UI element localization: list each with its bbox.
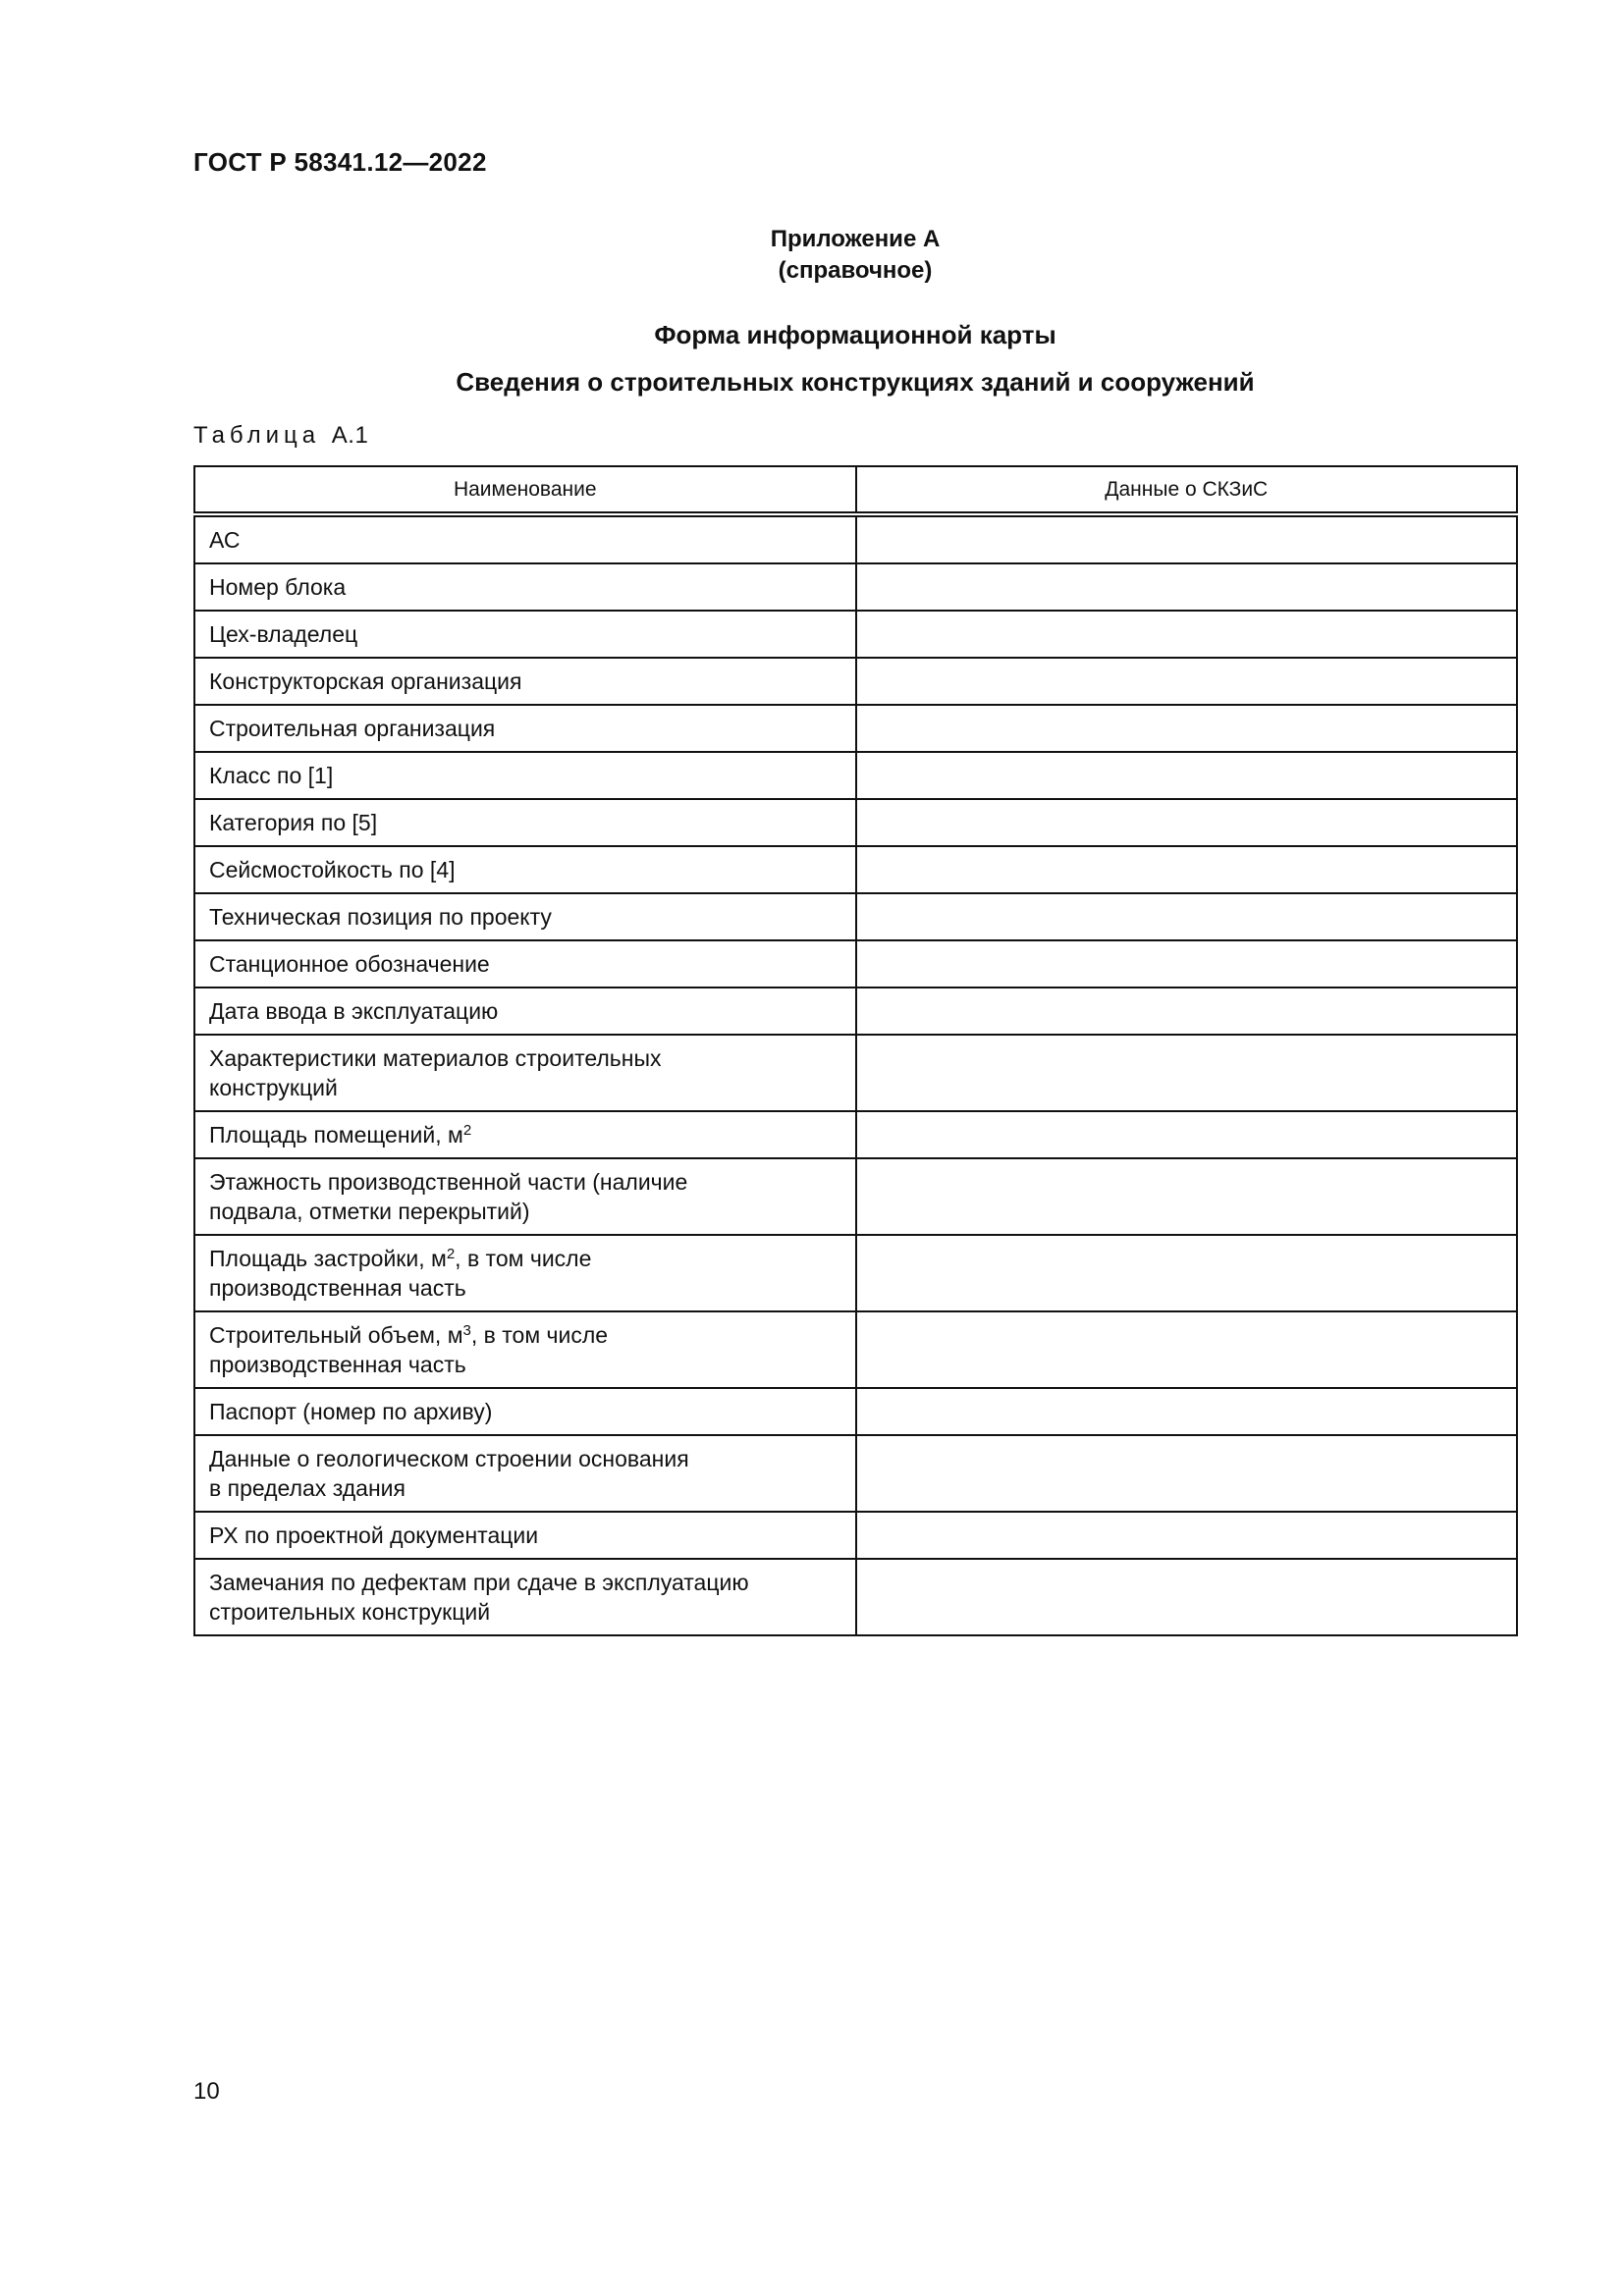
table-row — [194, 846, 1517, 893]
info-card-table — [193, 465, 1518, 1636]
row-label — [194, 1158, 856, 1235]
row-value — [856, 1435, 1518, 1512]
table-row — [194, 1559, 1517, 1635]
table-header-row — [194, 466, 1517, 514]
table-row — [194, 799, 1517, 846]
row-value — [856, 1111, 1518, 1158]
row-label: АС — [194, 514, 856, 563]
row-value — [856, 1512, 1518, 1559]
row-value — [856, 705, 1518, 752]
row-label: Дата ввода в эксплуатацию — [194, 988, 856, 1035]
document-code: ГОСТ Р 58341.12—2022 — [193, 147, 487, 177]
row-label-line: Замечания по дефектам при сдаче в эксплуатацию — [209, 1570, 749, 1595]
row-label: Паспорт (номер по архиву) — [194, 1388, 856, 1435]
table-row — [194, 752, 1517, 799]
table-row — [194, 1435, 1517, 1512]
row-value — [856, 988, 1518, 1035]
table-caption — [193, 422, 368, 450]
unit-superscript: 2 — [446, 1246, 456, 1262]
row-label-line: производственная часть — [209, 1352, 466, 1377]
row-label — [194, 1435, 856, 1512]
table-row — [194, 563, 1517, 611]
row-value — [856, 1559, 1518, 1635]
row-label — [194, 1559, 856, 1635]
row-value — [856, 893, 1518, 940]
table-caption-word: Таблица — [193, 422, 321, 449]
row-label: Конструкторская организация — [194, 658, 856, 705]
table-row — [194, 1512, 1517, 1559]
table-row — [194, 1111, 1517, 1158]
row-value — [856, 799, 1518, 846]
table-row — [194, 1235, 1517, 1311]
row-label-line: подвала, отметки перекрытий) — [209, 1199, 530, 1224]
page-number: 10 — [193, 2078, 220, 2105]
row-label: Цех-владелец — [194, 611, 856, 658]
form-subtitle: Сведения о строительных конструкциях зданий и сооружений — [456, 367, 1255, 397]
row-label: Класс по [1] — [194, 752, 856, 799]
row-label — [194, 1035, 856, 1111]
table-row — [194, 1158, 1517, 1235]
table-row — [194, 658, 1517, 705]
row-value — [856, 940, 1518, 988]
row-label: Номер блока — [194, 563, 856, 611]
table-row — [194, 1035, 1517, 1111]
row-label-text: Площадь застройки, м — [209, 1246, 447, 1271]
row-label: Категория по [5] — [194, 799, 856, 846]
table-row — [194, 1311, 1517, 1388]
row-label: Станционное обозначение — [194, 940, 856, 988]
row-value — [856, 846, 1518, 893]
row-value — [856, 658, 1518, 705]
appendix-title: Приложение А — [770, 226, 941, 252]
row-label — [194, 1111, 856, 1158]
table-row — [194, 1388, 1517, 1435]
row-label-text: Площадь помещений, м — [209, 1122, 463, 1148]
row-value — [856, 1035, 1518, 1111]
row-value — [856, 1235, 1518, 1311]
row-label-line: производственная часть — [209, 1275, 466, 1301]
row-label-line: Этажность производственной части (наличие — [209, 1169, 688, 1195]
table-row — [194, 988, 1517, 1035]
row-value — [856, 611, 1518, 658]
row-label: Сейсмостойкость по [4] — [194, 846, 856, 893]
row-label-text: , в том числе — [470, 1322, 609, 1348]
row-label — [194, 1311, 856, 1388]
row-label-line: Характеристики материалов строительных — [209, 1045, 662, 1071]
row-label: Техническая позиция по проекту — [194, 893, 856, 940]
appendix-note: (справочное) — [778, 257, 933, 284]
row-value — [856, 1311, 1518, 1388]
row-label-line: строительных конструкций — [209, 1599, 491, 1625]
table-caption-number: А.1 — [331, 422, 369, 449]
form-title: Форма информационной карты — [654, 320, 1056, 349]
row-label — [194, 1235, 856, 1311]
table-row — [194, 893, 1517, 940]
table-row — [194, 705, 1517, 752]
column-header-data: Данные о СКЗиС — [856, 466, 1518, 514]
row-value — [856, 514, 1518, 563]
unit-superscript: 3 — [462, 1322, 471, 1339]
column-header-name: Наименование — [194, 466, 856, 514]
row-value — [856, 1158, 1518, 1235]
unit-superscript: 2 — [462, 1122, 472, 1139]
row-value — [856, 1388, 1518, 1435]
table-row — [194, 940, 1517, 988]
row-label-text: , в том числе — [455, 1246, 592, 1271]
row-label: РХ по проектной документации — [194, 1512, 856, 1559]
row-label: Строительная организация — [194, 705, 856, 752]
table-row — [194, 514, 1517, 563]
row-label-text: Строительный объем, м — [209, 1322, 463, 1348]
table-row — [194, 611, 1517, 658]
row-value — [856, 563, 1518, 611]
row-label-line: конструкций — [209, 1075, 338, 1100]
row-value — [856, 752, 1518, 799]
row-label-line: Данные о геологическом строении основания — [209, 1446, 689, 1471]
row-label-line: в пределах здания — [209, 1475, 406, 1501]
